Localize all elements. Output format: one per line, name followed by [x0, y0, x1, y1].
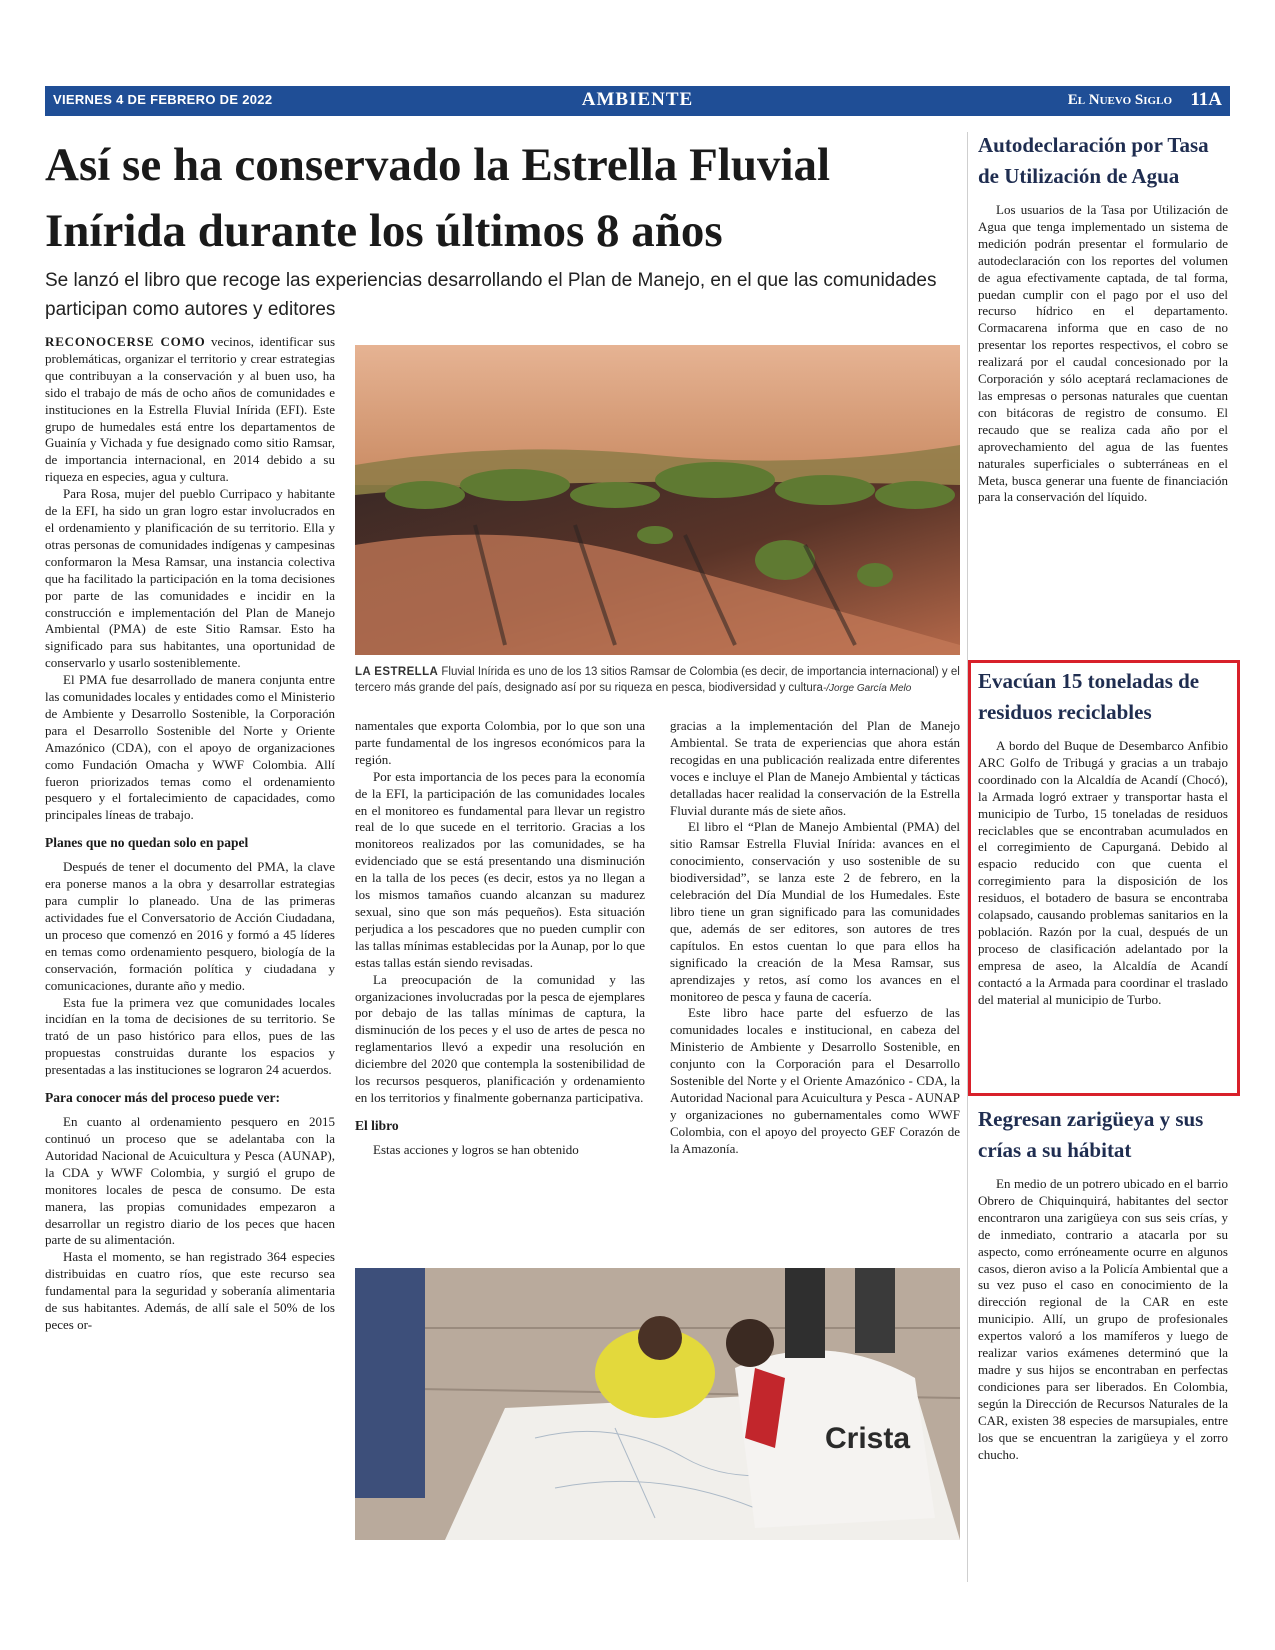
community-workshop-photo: [355, 1268, 960, 1540]
paragraph: gracias a la implementación del Plan de Manejo Ambiental. Se trata de experiencias que ahora están recogidas en una publicación realizada entre diferentes voces e incluye el Plan de Manejo Ambiental y tácticas detalladas hacer realidad la conservación de la Estrella Fluvial durante más de siete años.: [670, 718, 960, 818]
paragraph: Estas acciones y logros se han obtenido: [373, 1141, 579, 1157]
paragraph: namentales que exporta Colombia, por lo que son una parte fundamental de los ingresos económicos para la región.: [355, 718, 645, 767]
sidebar-story-body: Los usuarios de la Tasa por Utilización de Agua que tenga implementado un sistema de medición podrán presentar el formulario de autodeclaración con los reportes del volumen de agua efectivamente captada, de tal forma, puedan cumplir con el pago por el uso del recurso hídrico en el departamento. Cormacarena informa que en caso de no presentar los reportes respectivos, el cobro se realizará por el caudal concesionado por la Corporación y sólo aceptará reclamaciones de las empresas o personas naturales que cuentan con bitácoras de registro de consumo. El recaudo que se realiza cada año por el aprovechamiento del agua de las fuentes naturales superficiales o subterráneas en el Meta, busca generar una fuente de financiación para la conservación del líquido.: [978, 202, 1228, 505]
paragraph: El libro el “Plan de Manejo Ambiental (PMA) del sitio Ramsar Estrella Fluvial Inírida: avances en el conocimiento, conservación y uso sostenible de su biodiversidad”, se lanza este 2 de febrero, en la celebración del Día Mundial de los Humedales. Este libro tiene un gran significado para las comunidades que, además de ser editores, son autores de tres capítulos. En estos cuentan lo que para ellos ha significado la creación de la Mesa Ramsar, sus aprendizajes y retos, así como los avances en el monitoreo de pesca y fauna de cacería.: [670, 819, 960, 1004]
estrella-fluvial-photo: [355, 345, 960, 655]
paragraph: En cuanto al ordenamiento pesquero en 2015 continuó un proceso que se adelantaba con la Autoridad Nacional de Acuicultura y Pesca (AUNAP), la CDA y WWF Colombia, y surgió el grupo de monitores locales de pesca de consumo. De esta manera, las propias comunidades empezaron a desarrollar un registro diario de los peces que hacen parte de su alimentación.: [45, 1114, 335, 1248]
caption-text: Fluvial Inírida es uno de los 13 sitios Ramsar de Colombia (es decir, de importancia internacional) y el tercero más grande del país, designado así por su riqueza en pesca, biodiversidad y cultura: [355, 666, 960, 694]
paragraph: La preocupación de la comunidad y las organizaciones involucradas por la pesca de ejemplares por debajo de las tallas mínimas de captura, la disminución de los peces y el uso de artes de pesca no reglamentarios llevó a expedir una resolución en diciembre del 2020 que contempla la sostenibilidad de los recursos pesqueros, planificación y ordenamiento en los territorios y finalmente gobernanza participativa.: [355, 971, 645, 1105]
photo-caption: [355, 664, 960, 697]
paragraph: Esta fue la primera vez que comunidades locales incidían en la toma de decisiones de su territorio. Se trató de un paso histórico para ellos, pues de las propuestas construidas durante los espacios y presentadas a las instituciones se lograron 24 acuerdos.: [45, 994, 335, 1078]
sidebar-story-title: Autodeclaración por Tasa de Utilización de Agua: [978, 133, 1209, 188]
caption-lead: LA ESTRELLA: [355, 666, 439, 678]
paragraph: Este libro hace parte del esfuerzo de las comunidades locales e institucional, en cabeza del Ministerio de Ambiente y Desarrollo Sostenible, en conjunto con la Corporación para el Desarrollo Sostenible del Norte y el Oriente Amazónico - CDA, la Autoridad Nacional para Acuicultura y Pesca - AUNAP y organizaciones no gubernamentales como WWF Colombia, con el apoyo del proyecto GEF Corazón de la Amazonía.: [670, 1005, 960, 1156]
photo-credit: -/Jorge García Melo: [822, 683, 912, 694]
lead-cap: RECONOCERSE COMO: [45, 334, 206, 349]
paragraph: Por esta importancia de los peces para la economía de la EFI, la participación de las comunidades locales en el monitoreo es fundamental para llevar un registro real de lo que sucede en el territorio. Gracias a los monitoreos realizados por las comunidades, se ha evidenciado que se está presentando una disminución en la talla de los peces (es decir, estos ya no llegan a los mismos tamaños cuando alcanzan su madurez sexual, sino que son más pequeños). Esta situación perjudica a los pescadores que no pueden cumplir con las tallas mínimas establecidas por la Aunap, por lo que estas tallas están siendo revisadas.: [355, 768, 645, 970]
sidebar-story-water-tax: [978, 130, 1228, 506]
subheading: Para conocer más del proceso puede ver:: [45, 1090, 280, 1106]
paragraph: Después de tener el documento del PMA, la clave era ponerse manos a la obra y desarrollar estrategias para cumplir lo planeado. Una de las primeras actividades fue el Conversatorio de Acción Ciudadana, un proceso que comenzó en 2016 y formó a 45 líderes en temas como ordenamiento pesquero, biología de la conservación, formación política y ciudadana y comunicaciones, durante año y medio.: [45, 859, 335, 993]
article-headline: Así se ha conservado la Estrella Fluvial Inírida durante los últimos 8 años: [45, 139, 831, 257]
workshop-illustration: [355, 1268, 960, 1540]
article-column-1: [45, 334, 335, 1334]
shirt-logo-text: Crista: [825, 1422, 911, 1455]
article-column-3: [670, 718, 960, 1158]
article-column-2: [355, 718, 645, 1159]
paragraph: Hasta el momento, se han registrado 364 especies distribuidas en cuatro ríos, que este recurso sea fundamental para la seguridad y soberanía alimentaria de sus habitantes. Además, de allí sale el 50% de los peces or-: [45, 1249, 335, 1332]
article-subhead: Se lanzó el libro que recoge las experiencias desarrollando el Plan de Manejo, en el que las comunidades participan como autores y editores: [45, 270, 937, 320]
page-number: 11A: [1190, 89, 1222, 110]
subheading: El libro: [355, 1117, 399, 1133]
subheading: Planes que no quedan solo en papel: [45, 835, 249, 851]
sidebar-story-title: Evacúan 15 toneladas de residuos reciclables: [978, 669, 1200, 724]
paragraph: El PMA fue desarrollado de manera conjunta entre las comunidades locales y entidades como el Ministerio de Ambiente y Desarrollo Sostenible, la Corporación para el Desarrollo Sostenible del Norte y Oriente Amazónico (CDA), con el apoyo de organizaciones como Fundación Omacha y WWF Colombia. Allí fueron priorizados temas como el ordenamiento pesquero y el fortalecimiento de capacidades, como principales líneas de trabajo.: [45, 672, 335, 823]
issue-date: VIERNES 4 DE FEBRERO DE 2022: [53, 92, 273, 107]
section-title: AMBIENTE: [581, 89, 694, 110]
sidebar-story-body: A bordo del Buque de Desembarco Anfibio ARC Golfo de Tribugá y gracias a un trabajo coordinado con la Alcaldía de Acandí (Chocó), la Armada logró extraer y transportar hasta el municipio de Turbo, 15 toneladas de residuos reciclables que se encontraban acumulados en el corregimiento de Capurganá. Debido al espacio reducido con que cuenta el corregimiento para la disposición de los residuos, el botadero de basura se encontraba colapsado, causando problemas sanitarios en la población. Razón por la cual, después de un proceso de clasificación adelantado por la empresa de aseo, la Alcaldía de Acandí contactó a la Armada para coordinar el traslado del material al municipio de Turbo.: [978, 738, 1228, 1007]
sidebar-story-body: En medio de un potrero ubicado en el barrio Obrero de Chiquinquirá, habitantes del sector encontraron una zarigüeya con sus seis crías, y de inmediato, contrario a atacarla por su aspecto, como erróneamente ocurre en algunos casos, dieron aviso a la Policía Ambiental que a su vez puso el caso en conocimiento de la dirección regional de la CAR en este municipio. Allí, un grupo de profesionales expertos valoró a los mamíferos y luego de realizar varios exámenes determinó que la madre y sus hijos se encontraban en perfectas condiciones para ser liberados. En Colombia, según la Dirección de Recursos Naturales de la CAR, existen 38 especies de marsupiales, entre los que se encuentran la zarigüeya y el zorro chucho.: [978, 1176, 1228, 1462]
newspaper-brand: El Nuevo Siglo: [1067, 92, 1172, 108]
sidebar-story-opossum: [978, 1104, 1228, 1463]
sidebar-story-recycling: [978, 666, 1228, 1009]
page-header-bar: [45, 86, 1230, 116]
landscape-illustration: [355, 345, 960, 655]
paragraph: Para Rosa, mujer del pueblo Curripaco y habitante de la EFI, ha sido un gran logro estar involucrados en el ordenamiento y planificación de su territorio. Ella y otras personas de comunidades indígenas y campesinas conformaron la Mesa Ramsar, una instancia colectiva que ha facilitado la participación en la toma decisiones por parte de las comunidades e incidir en la construcción e implementación del Plan de Manejo Ambiental (PMA) de este Sitio Ramsar. Esto ha significado para sus habitantes, una oportunidad de conservarlo y usarlo sosteniblemente.: [45, 486, 335, 671]
sidebar-story-title: Regresan zarigüeya y sus crías a su hábitat: [978, 1107, 1204, 1162]
lead-paragraph: RECONOCERSE COMO vecinos, identificar sus problemáticas, organizar el territorio y crear estrategias que contribuyan a la conservación y al buen uso, ha sido el trabajo de más de ocho años de comunidades e instituciones en la Estrella Fluvial Inírida (EFI). Este grupo de humedales está entre los departamentos de Guainía y Vichada y fue designado como sitio Ramsar, de importancia internacional, en 2014 debido a su riqueza en especies, agua y cultura.: [45, 334, 336, 485]
